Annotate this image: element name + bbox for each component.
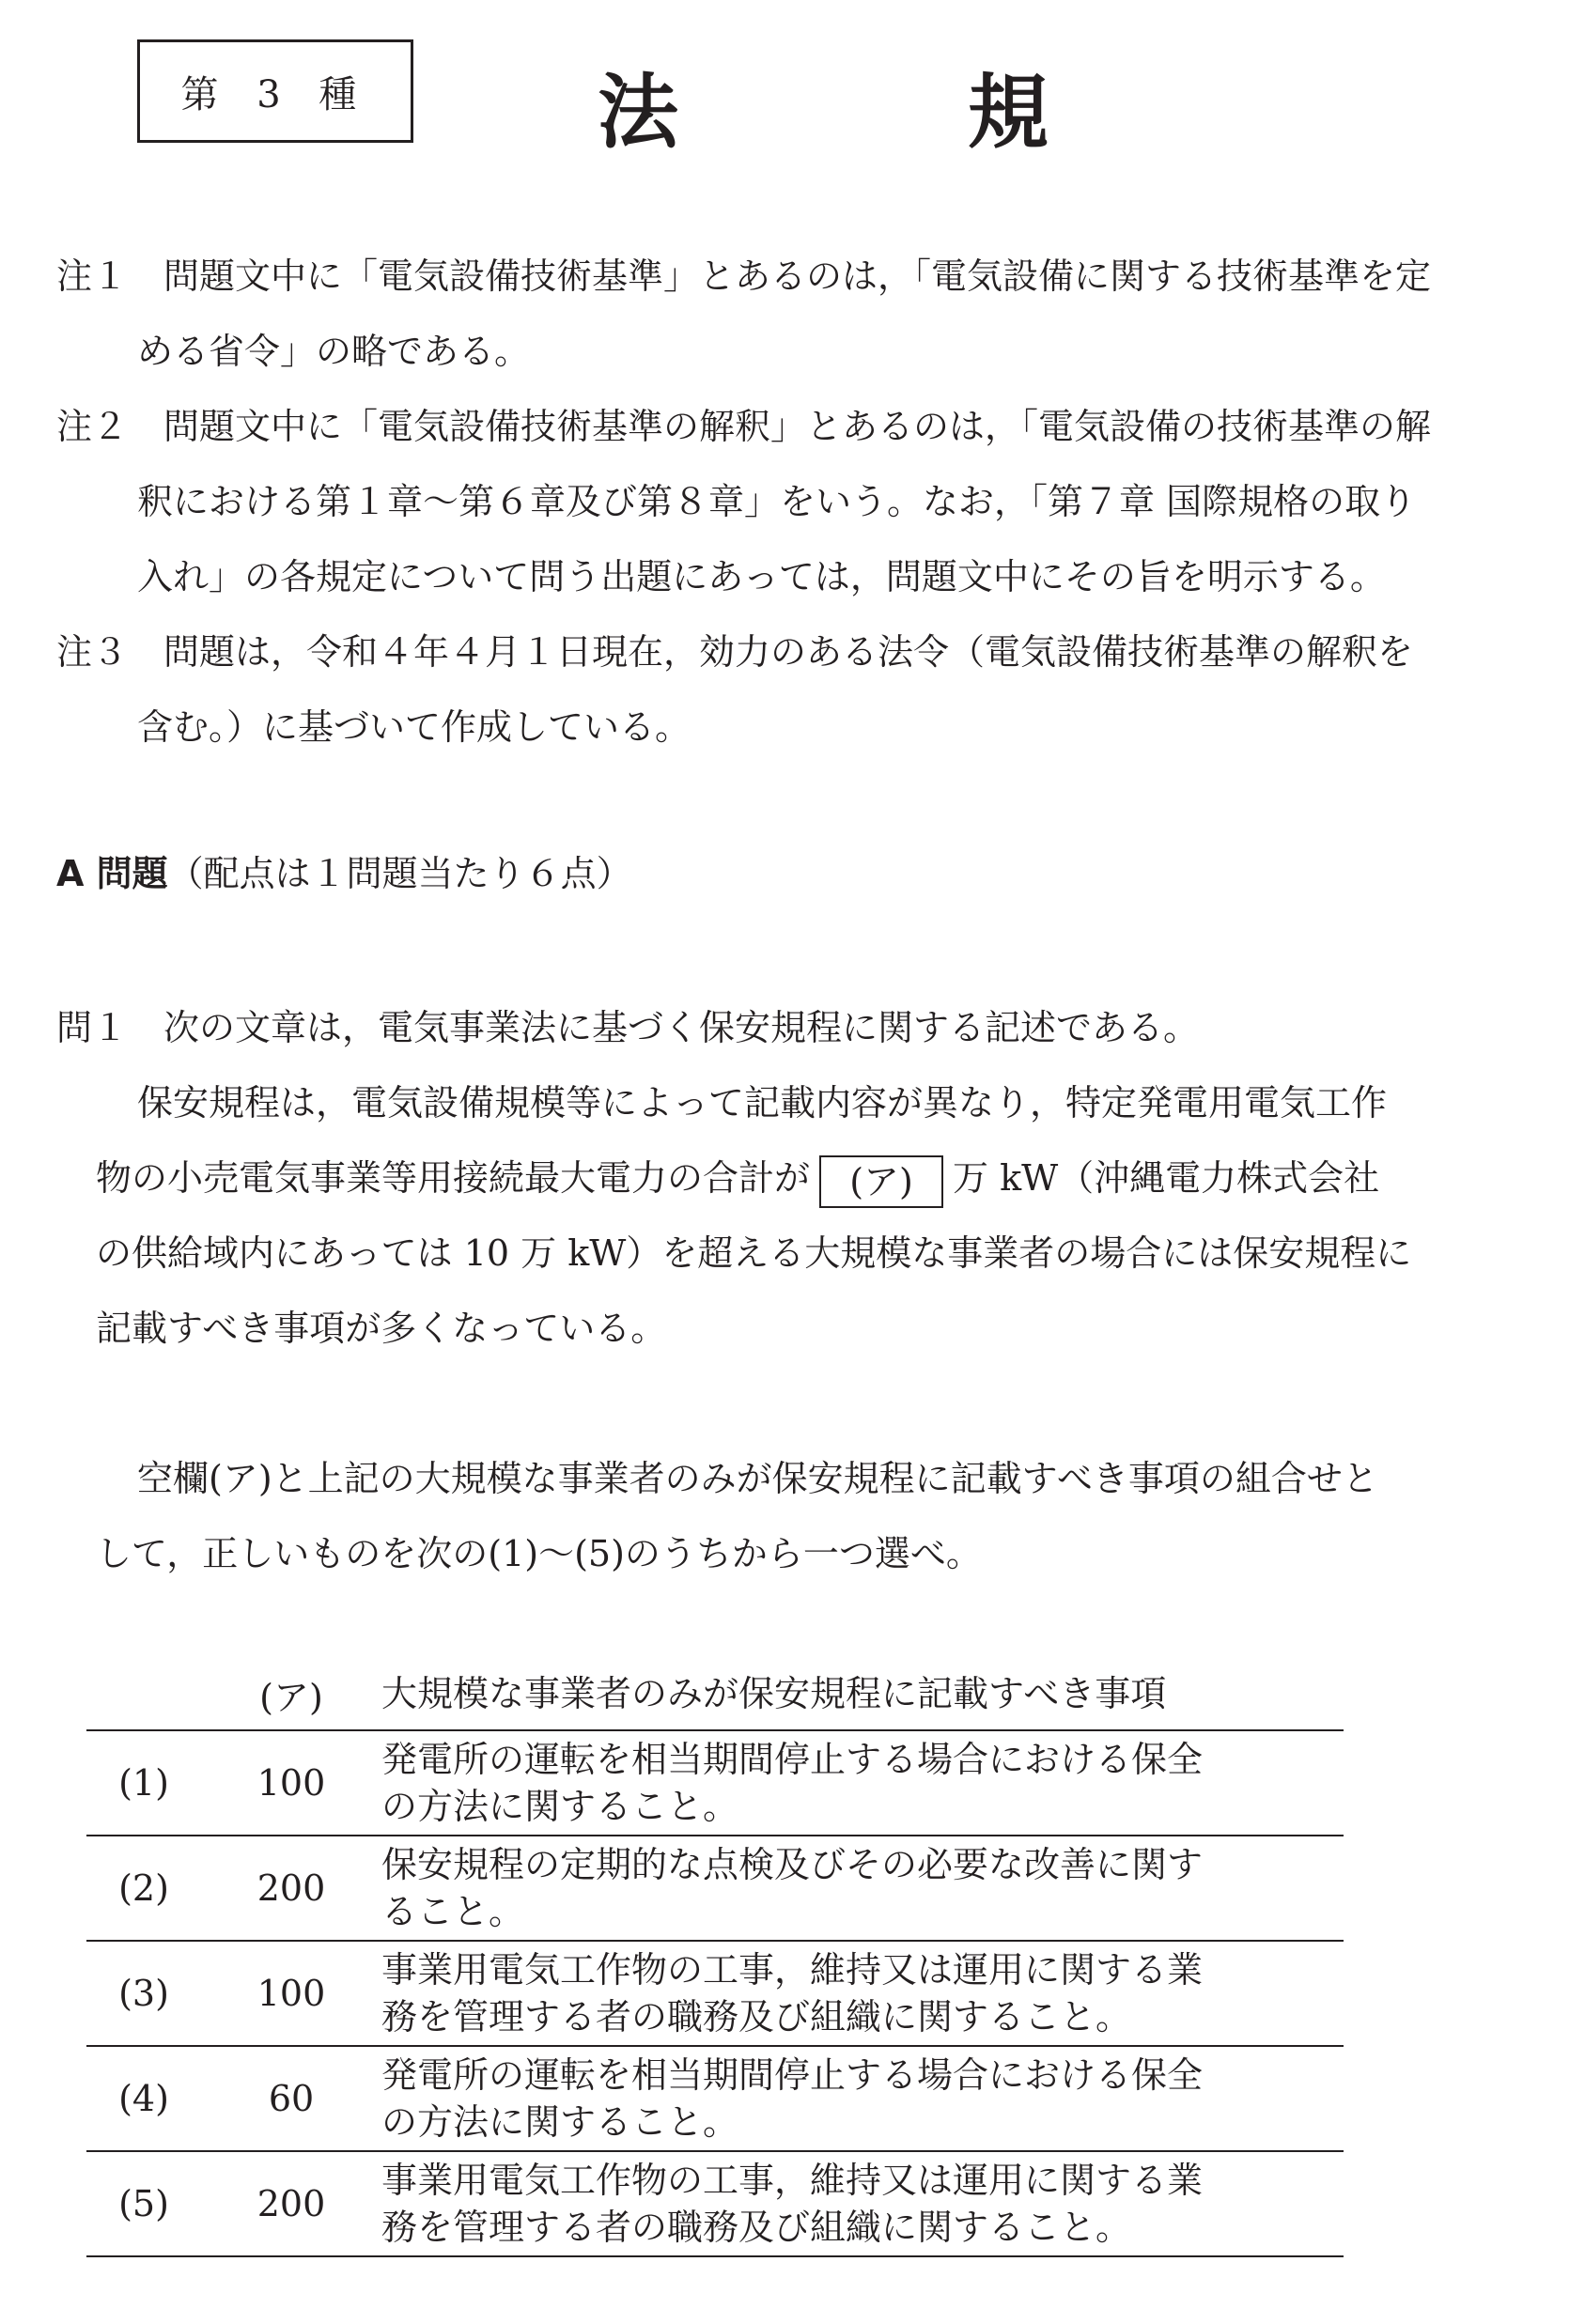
question-p1-line-2-post: 万 kW（沖縄電力株式会社	[953, 1157, 1380, 1199]
note-2-line-2: 釈における第１章～第６章及び第８章」をいう。なお，「第７章 国際規格の取り	[137, 481, 1417, 522]
note-2-line-3: 入れ」の各規定について問う出題にあっては，問題文中にその旨を明示する。	[137, 556, 1386, 597]
option-value: 100	[201, 1941, 381, 2046]
table-row	[86, 2046, 1344, 2151]
grade-label: 第 3 種	[180, 72, 370, 116]
option-text-line-1: 発電所の運転を相当期間停止する場合における保全	[381, 2054, 1204, 2096]
question-p2-line-1: 空欄(ア)と上記の大規模な事業者のみが保安規程に記載すべき事項の組合せと	[137, 1458, 1378, 1499]
option-value: 200	[201, 2151, 381, 2256]
table-row	[86, 1941, 1344, 2046]
option-value: 60	[201, 2046, 381, 2151]
option-number: (5)	[86, 2151, 201, 2256]
option-text-line-2: 務を管理する者の職務及び組織に関すること。	[381, 1996, 1132, 2037]
title-char-1: 法	[598, 66, 678, 160]
option-text-line-1: 発電所の運転を相当期間停止する場合における保全	[381, 1739, 1204, 1780]
question-p1-line-2-pre: 物の小売電気事業等用接続最大電力の合計が	[96, 1157, 811, 1199]
option-text-line-2: 務を管理する者の職務及び組織に関すること。	[381, 2207, 1132, 2248]
option-number: (1)	[86, 1730, 201, 1836]
table-row	[86, 2151, 1344, 2256]
section-header	[56, 845, 632, 902]
table-row	[86, 1836, 1344, 1941]
options-table	[86, 1658, 1344, 2257]
note-3-line-2: 含む。）に基づいて作成している。	[137, 706, 691, 748]
blank-box-a: (ア)	[819, 1155, 943, 1208]
note-2-line-1: 注２ 問題文中に「電気設備技術基準の解釈」とあるのは，「電気設備の技術基準の解	[56, 406, 1432, 447]
table-header-items: 大規模な事業者のみが保安規程に記載すべき事項	[381, 1658, 1344, 1730]
note-1-line-2: める省令」の略である。	[137, 331, 531, 372]
question-p1-line-3: の供給域内にあっては 10 万 kW）を超える大規模な事業者の場合には保安規程に	[96, 1232, 1412, 1274]
question-p1-line-2	[96, 1150, 1580, 1208]
table-header-row	[86, 1658, 1344, 1730]
title-char-2: 規	[968, 66, 1049, 160]
note-1-line-1: 注１ 問題文中に「電気設備技術基準」とあるのは，「電気設備に関する技術基準を定	[56, 256, 1432, 297]
option-number: (4)	[86, 2046, 201, 2151]
option-text-line-1: 事業用電気工作物の工事，維持又は運用に関する業	[381, 1949, 1204, 1991]
option-text-line-2: ること。	[381, 1891, 525, 1932]
question-p2-line-2: して，正しいものを次の(1)～(5)のうちから一つ選べ。	[96, 1533, 982, 1574]
question-p1-line-1: 保安規程は，電気設備規模等によって記載内容が異なり，特定発電用電気工作	[137, 1082, 1388, 1123]
option-text-line-1: 事業用電気工作物の工事，維持又は運用に関する業	[381, 2160, 1204, 2201]
option-number: (3)	[86, 1941, 201, 2046]
option-value: 200	[201, 1836, 381, 1941]
option-text-line-1: 保安規程の定期的な点検及びその必要な改善に関す	[381, 1844, 1204, 1885]
question-heading: 問１ 次の文章は，電気事業法に基づく保安規程に関する記述である。	[56, 1007, 1200, 1048]
option-text-line-2: の方法に関すること。	[381, 1786, 739, 1827]
option-value: 100	[201, 1730, 381, 1836]
grade-box	[137, 39, 413, 143]
question-p1-line-4: 記載すべき事項が多くなっている。	[96, 1308, 667, 1349]
option-number: (2)	[86, 1836, 201, 1941]
table-header-a: (ア)	[201, 1658, 381, 1730]
table-row	[86, 1730, 1344, 1836]
section-note: （配点は１問題当たり６点）	[167, 853, 632, 894]
note-3-line-1: 注３ 問題は，令和４年４月１日現在，効力のある法令（電気設備技術基準の解釈を	[56, 631, 1414, 673]
option-text-line-2: の方法に関すること。	[381, 2101, 739, 2143]
section-label: A 問題	[56, 853, 168, 894]
